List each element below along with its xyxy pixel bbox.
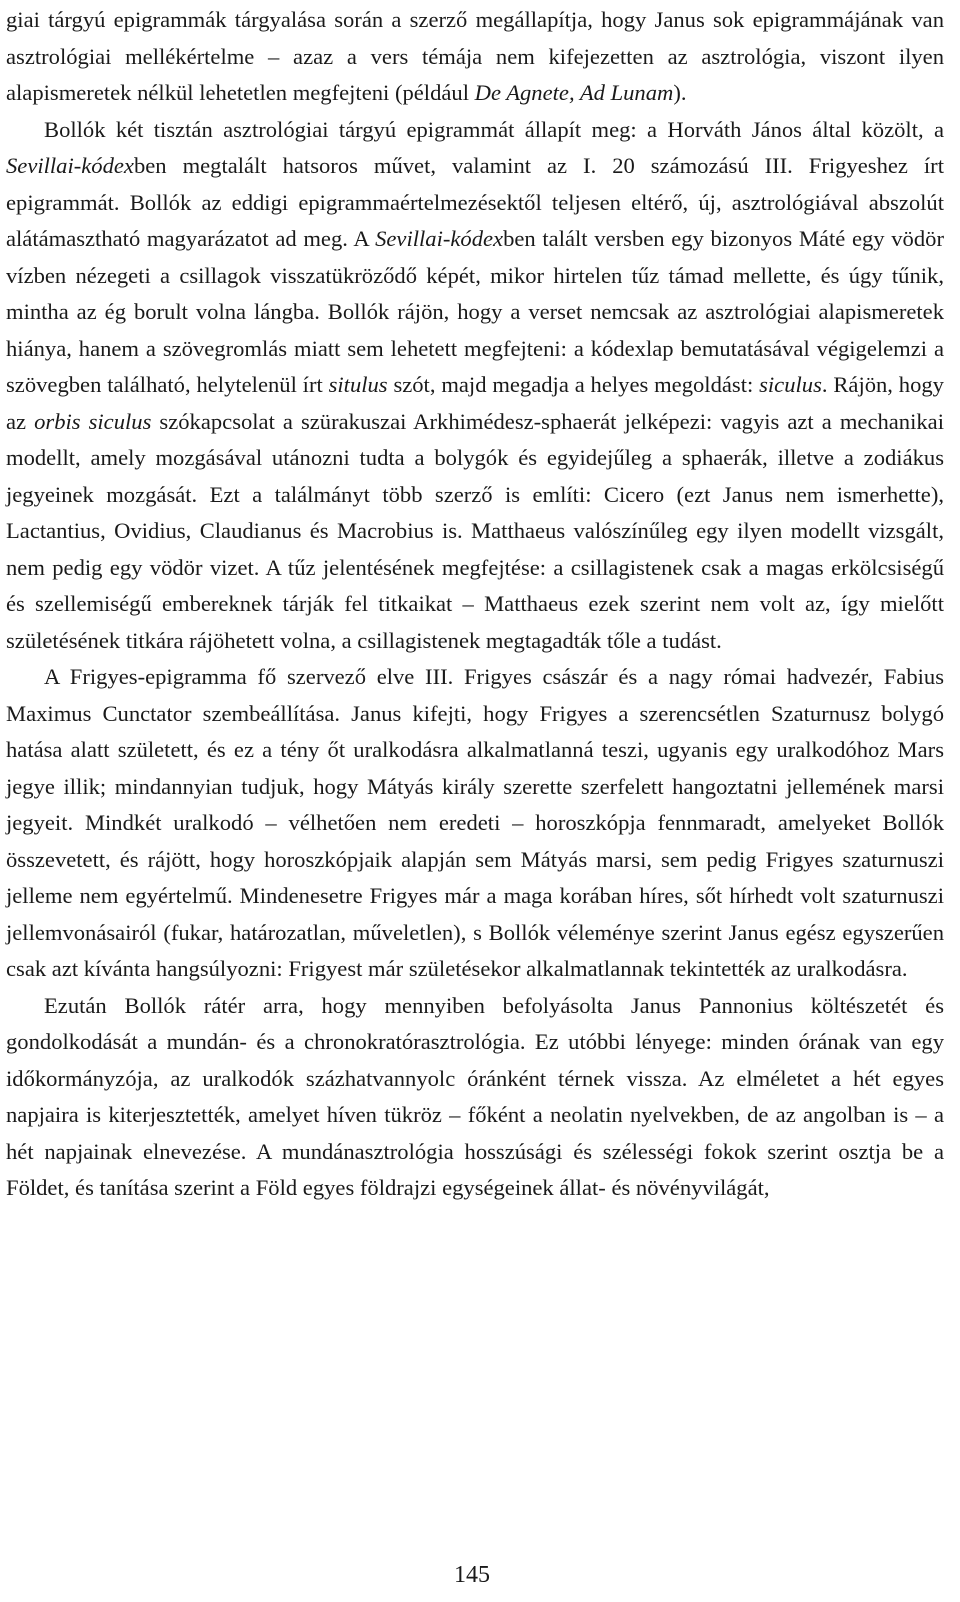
text-run: A Frigyes-epigramma fő szervező elve III. Frigyes császár és a nagy római hadvezér, Fabius Maximus Cunctator szembeállítása. Janus kifejti, hogy Frigyes a szerencsétlen Szaturnusz bolygó hatása alatt született, és ez a tény őt uralkodásra alkalmatlanná teszi, ugyanis egy uralkodóhoz Mars jegye illik; mindannyian tudjuk, hogy Mátyás király szerette szerfelett hangoztatni jellemének marsi jegyeit. Mindkét uralkodó – vélhetően nem eredeti – horoszkópja fennmaradt, amelyeket Bollók összevetett, és rájött, hogy horoszkópjaik alapján sem Mátyás marsi, sem pedig Frigyes szaturnuszi jelleme nem egyértelmű. Mindenesetre Frigyes már a maga korában híres, sőt hírhedt volt szaturnuszi jellemvonásairól (fukar, határozatlan, műveletlen), s Bollók véleménye szerint Janus egész egyszerűen csak azt kívánta hangsúlyozni: Frigyest már születésekor alkalmatlannak tekintették az uralkodásra. [6,664,944,981]
text-run: szót, majd megadja a helyes megoldást: [387,372,760,397]
text-run: ). [673,80,687,105]
page-number: 145 [454,1562,490,1588]
italic-run: siculus [759,372,822,397]
text-run: szókapcsolat a szürakuszai Arkhimédesz-sphaerát jelképezi: vagyis azt a mechanikai modellt, amely mozgásával utánozni tudta a bolygók és egyidejűleg a sphaerák, illetve a zodiákus jegyeinek mozgását. Ezt a találmányt több szerző is említi: Cicero (ezt Janus nem ismerhette), Lactantius, Ovidius, Claudianus és Macrobius is. Matthaeus valószínűleg egy ilyen modellt vizsgált, nem pedig egy vödör vizet. A tűz jelentésének megfejtése: a csillagistenek csak a magas erkölcsiségű és szellemiségű embereknek tárják fel titkaikat – Matthaeus ezek szerint nem volt az, így mielőtt születésének titkára rájöhetett volna, a csillagistenek megtagadták tőle a tudást. [6,408,944,653]
text-run: Bollók két tisztán asztrológiai tárgyú epigrammát állapít meg: a Horváth János által közölt, a [44,116,944,142]
italic-run: De Agnete, Ad Lunam [474,80,674,105]
text-run: giai tárgyú epigrammák tárgyalása során a szerző megállapítja, hogy Janus sok epigrammájának van asztrológiai mellékértelme – azaz a vers témája nem kifejezetten az asztrológia, viszont ilyen alapismeretek nélkül lehetetlen megfejteni (például [6,7,944,105]
paragraph-3 [6,659,944,988]
page-body [6,2,944,1207]
italic-run: Sevillai-kódex [375,226,504,251]
paragraph-2 [6,112,944,660]
italic-run: Sevillai-kódex [6,153,134,178]
text-run: ben talált versben egy bizonyos Máté egy vödör vízben nézegeti a csillagok visszatükröződő képét, mikor hirtelen tűz támad mellette, és úgy tűnik, mintha az ég borult volna lángba. Bollók rájön, hogy a verset nemcsak az asztrológiai alapismeretek hiánya, hanem a szövegromlás miatt sem lehetett megfejteni: a kódexlap bemutatásával végigelemzi a szövegben található, helytelenül írt [6,226,944,397]
text-run: . Rájön, hogy az [6,372,944,434]
text-run: ben megtalált hatsoros művet, valamint az I. 20 számozású III. Frigyeshez írt epigrammát. Bollók az eddigi epigrammaértelmezésektől teljesen eltérő, új, asztrológiával abszolút alátámasztható magyarázatot ad meg. A [6,153,944,251]
italic-run: situlus [328,372,388,397]
paragraph-4 [6,988,944,1207]
paragraph-1 [6,2,944,112]
text-run: Ezután Bollók rátér arra, hogy mennyiben befolyásolta Janus Pannonius költészetét és gondolkodását a mundán- és a chronokratórasztrológia. Ez utóbbi lényege: minden órának van egy időkormányzója, az uralkodók százhatvannyolc óránként térnek vissza. Az elméletet a hét egyes napjaira is kiterjesztették, amelyet híven tükröz – főként a neolatin nyelvekben, de az angolban is – a hét napjainak elnevezése. A mundánasztrológia hosszúsági és szélességi fokok szerint osztja be a Földet, és tanítása szerint a Föld egyes földrajzi egységeinek állat- és növényvilágát, [6,992,944,1200]
italic-run: orbis siculus [34,408,152,434]
